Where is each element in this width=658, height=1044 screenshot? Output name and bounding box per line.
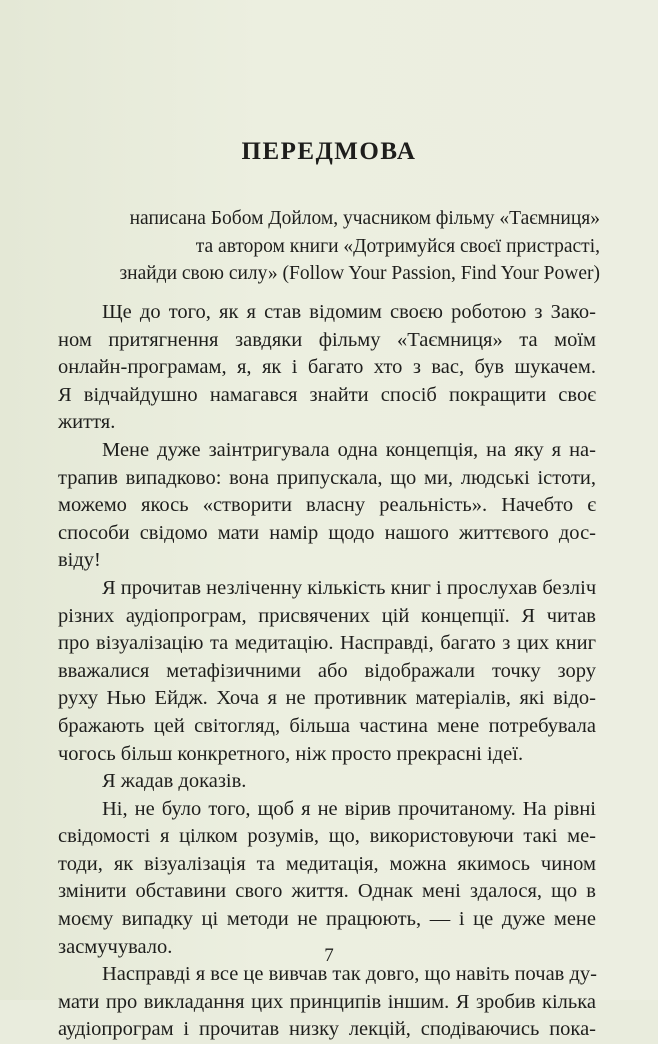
text-line: Я прочитав незліченну кількість книг і прослухав безліч xyxy=(102,576,597,599)
text-line: трапив випадково: вона припускала, що ми, людські істоти, xyxy=(58,466,596,489)
text-line: тоди, як візуалізація та медитація, можна якимось чином xyxy=(58,852,596,875)
page-number: 7 xyxy=(324,945,334,966)
text-line: ном притягнення завдяки фільму «Таємниця» та моїм xyxy=(58,328,596,351)
text-line: Насправді я все це вивчав так довго, що навіть почав ду- xyxy=(102,963,597,986)
text-line: вважалися метафізичними або відображали точку зору xyxy=(58,659,596,682)
subtitle-line: знайди свою силу» (Follow Your Passion, Find Your Power) xyxy=(119,263,600,284)
text-line: Я відчайдушно намагався знайти спосіб покращити своє xyxy=(58,383,596,406)
body-text xyxy=(58,299,596,1044)
text-line: можемо якось «створити власну реальність». Начебто є xyxy=(58,494,596,517)
text-line: онлайн-програмам, я, як і багато хто з вас, був шукачем. xyxy=(58,356,596,379)
text-line: бражають цей світогляд, більша частина мене потребувала xyxy=(58,714,596,737)
text-line: засмучувало. xyxy=(58,935,173,958)
text-line: мати про викладання цих принципів іншим. Я зробив кілька xyxy=(58,990,596,1013)
text-line: чогось більш конкретного, ніж просто прекрасні ідеї. xyxy=(58,742,524,765)
text-line: Ні, не було того, щоб я не вірив прочитаному. На рівні xyxy=(102,797,596,820)
text-line: Ще до того, як я став відомим своєю роботою з Зако- xyxy=(102,301,596,323)
text-line: про візуалізацію та медитацію. Насправді, багато з цих книг xyxy=(58,632,596,655)
text-line: аудіопрограм і прочитав низку лекцій, сподіваючись пока- xyxy=(58,1018,596,1041)
text-line: моєму випадку ці методи не працюють, — і це дуже мене xyxy=(58,908,596,931)
subtitle-line: та автором книги «Дотримуйся своєї пристрасті, xyxy=(195,235,600,257)
text-line: руху Нью Ейдж. Хоча я не противник матеріалів, які відо- xyxy=(58,687,596,710)
chapter-title: ПЕРЕДМОВА xyxy=(241,138,417,165)
text-line: життя. xyxy=(58,411,116,434)
text-line: свідомості я цілком розумів, що, використовуючи такі ме- xyxy=(58,825,596,848)
text-line: способи свідомо мати намір щодо нашого життєвого дос- xyxy=(58,521,596,544)
text-line: змінити обставини свого життя. Однак мені здалося, що в xyxy=(58,880,596,903)
chapter-subtitle xyxy=(108,205,600,288)
text-line: віду! xyxy=(58,549,101,572)
text-line: Мене дуже заінтригувала одна концепція, на яку я на- xyxy=(102,438,596,461)
text-line: різних аудіопрограм, присвячених цій концепції. Я читав xyxy=(58,604,596,627)
text-line: Я жадав доказів. xyxy=(102,770,247,793)
subtitle-line: написана Бобом Дойлом, учасником фільму «Таємниця» xyxy=(129,208,600,229)
